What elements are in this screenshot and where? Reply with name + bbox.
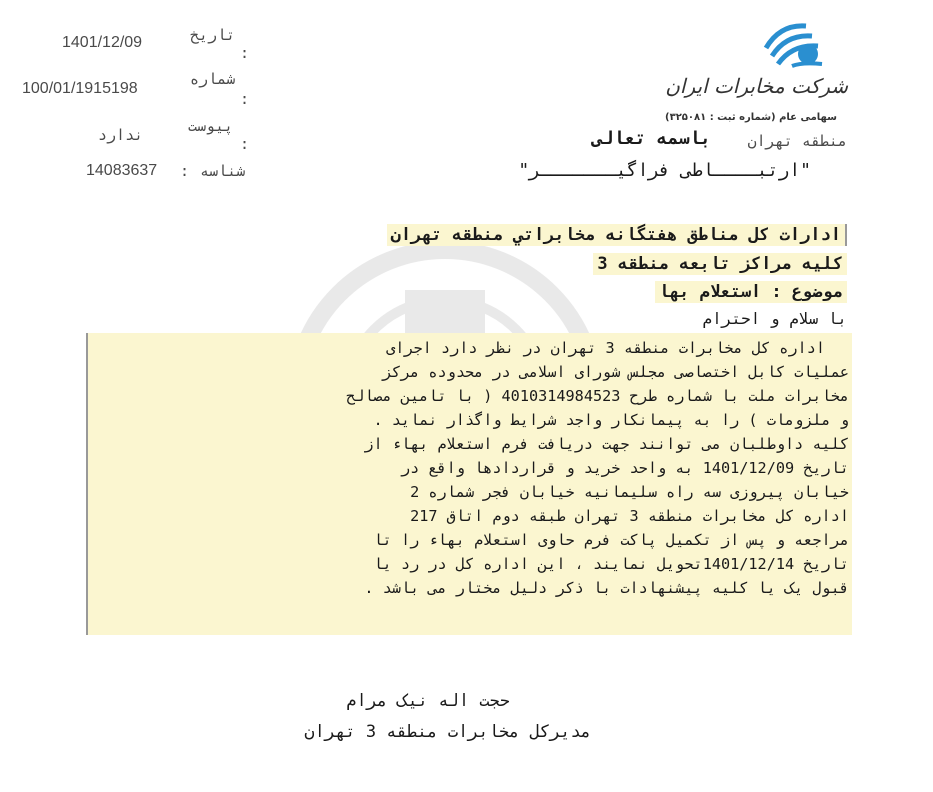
subject-line: موضوع : استعلام بها [655, 281, 847, 303]
recipients-line-1: ادارات کل مناطق هفتگانه مخابراتي منطقه تهران [387, 224, 847, 246]
greeting: با سلام و احترام [702, 309, 847, 328]
recipients-line-2: کلیه مراکز تابعه منطقه 3 [593, 253, 847, 275]
company-registration: سهامی عام (شماره ثبت : ۳۲۵۰۸۱) [665, 112, 837, 123]
attachment-label: پیوست [188, 117, 234, 135]
region-label: منطقه تهران [747, 132, 847, 150]
date-colon: : [240, 44, 250, 62]
number-value: 100/01/1915198 [22, 80, 138, 97]
id-colon: : [180, 162, 190, 180]
body-line: مخابرات ملت با شماره طرح 4010314984523 ( با تامین مصالح [346, 387, 849, 405]
id-label: شناسه [200, 162, 246, 180]
body-line: اداره کل مخابرات منطقه 3 تهران در نظر دارد اجرای [386, 339, 825, 357]
body-line: و ملزومات ) را به پیمانکار واجد شرایط واگذار نماید . [373, 411, 849, 429]
attachment-value: ندارد [98, 126, 144, 144]
body-line: اداره کل مخابرات منطقه 3 تهران طبقه دوم اتاق 217 [410, 507, 849, 525]
company-name: شرکت مخابرات ایران [665, 74, 848, 98]
number-label: شماره [190, 70, 236, 88]
id-value: 14083637 [86, 162, 158, 179]
body-line: مراجعه و پس از تکمیل پاکت فرم حاوی استعلام بهاء را تا [373, 531, 849, 549]
signature-title: مدیرکل مخابرات منطقه 3 تهران [304, 722, 591, 742]
body-line: عملیات کابل اختصاصی مجلس شورای اسلامی در محدوده مرکز [382, 363, 849, 381]
date-label: تاریخ [190, 26, 236, 44]
body-line: خیابان پیروزی سه راه سلیمانیه خیابان فجر شماره 2 [410, 483, 849, 501]
body-text [87, 336, 849, 600]
number-colon: : [240, 90, 250, 108]
company-logo-icon [762, 18, 826, 74]
invocation: باسمه تعالی [591, 128, 711, 149]
body-line: کلیه داوطلبان می توانند جهت دریافت فرم استعلام بهاء از [364, 435, 849, 453]
attachment-colon: : [240, 135, 250, 153]
body-line: تاریخ 1401/12/09 به واحد خرید و قراردادها واقع در [400, 459, 849, 477]
body-line: تاریخ 1401/12/14تحویل نمایند ، این اداره کل در رد یا [373, 555, 849, 573]
signature-name: حجت اله نیک مرام [346, 691, 510, 711]
body-line: قبول یک یا کلیه پیشنهادات با ذکر دلیل مختار می باشد . [364, 579, 849, 597]
slogan: "ارتبــــاطی فراگیـــــــر" [518, 160, 811, 181]
date-value: 1401/12/09 [62, 34, 143, 51]
